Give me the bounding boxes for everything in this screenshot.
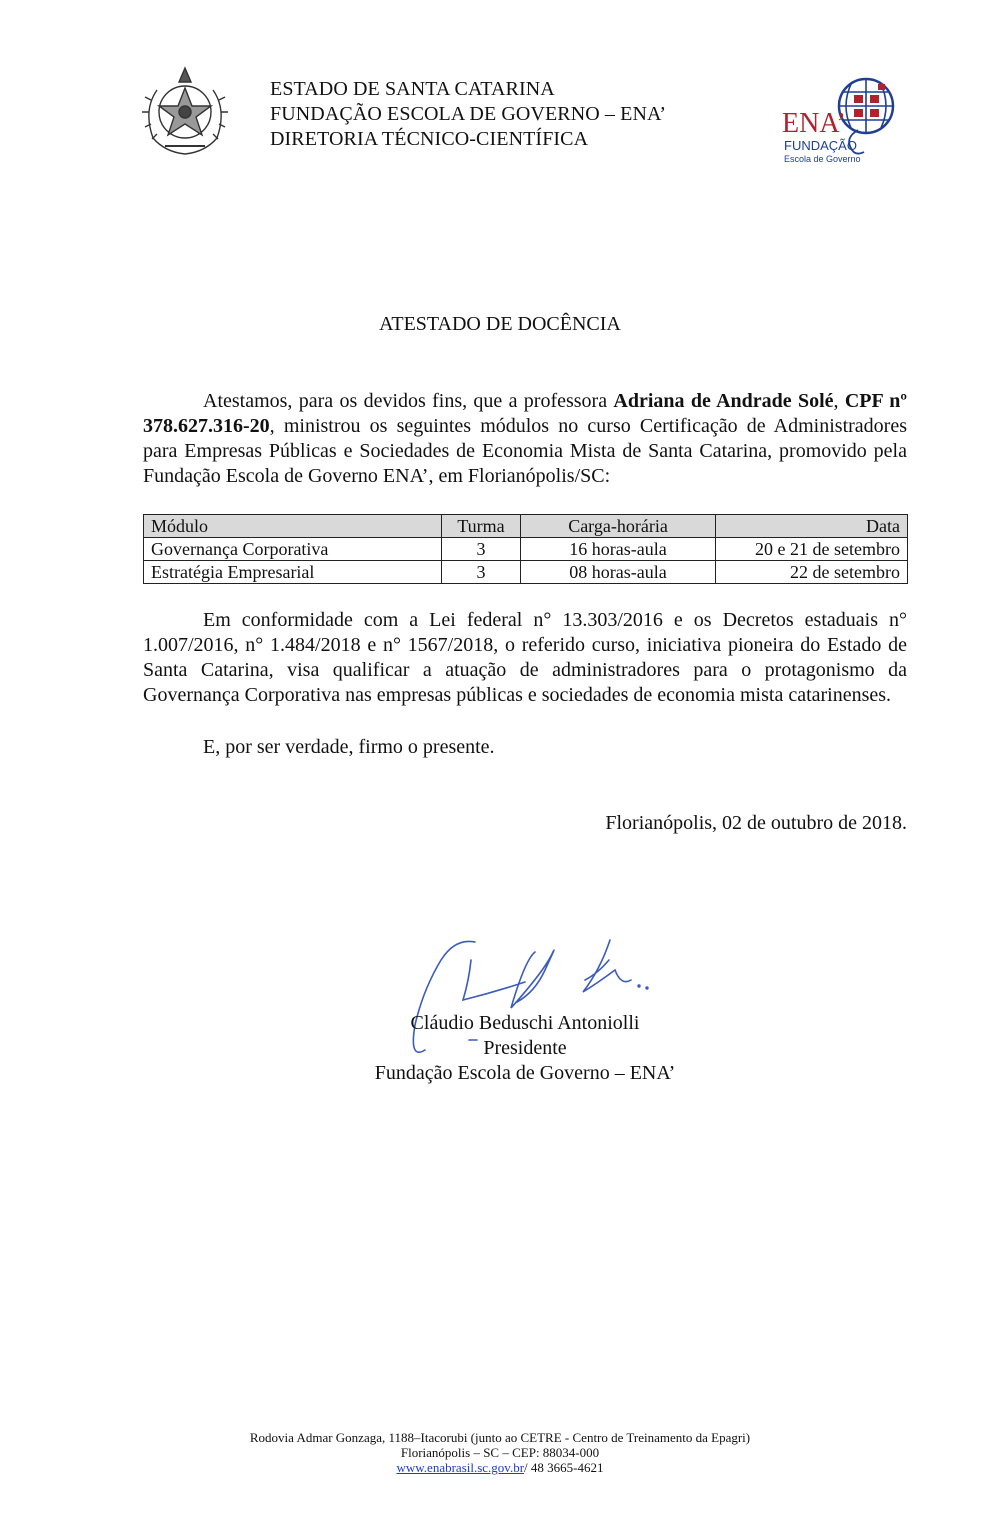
signatory-role: Presidente xyxy=(483,1037,567,1059)
logo-fundacao-text: FUNDAÇÃO xyxy=(784,138,857,153)
cell-turma: 3 xyxy=(442,538,521,561)
cell-data: 22 de setembro xyxy=(716,561,908,584)
footer-phone: / 48 3665-4621 xyxy=(524,1460,604,1475)
state-coat-of-arms-icon xyxy=(135,60,235,160)
header-line-state: ESTADO DE SANTA CATARINA xyxy=(270,78,555,100)
header-turma: Turma xyxy=(442,515,521,538)
header-line-foundation: FUNDAÇÃO ESCOLA DE GOVERNO – ENA’ xyxy=(270,103,667,125)
logo-ena-text: ENA’ xyxy=(782,108,846,139)
table-row xyxy=(144,561,908,584)
signatory-name: Cláudio Beduschi Antoniolli xyxy=(410,1012,640,1034)
paragraph1-comma: , xyxy=(833,390,845,412)
footer-street: Rodovia Admar Gonzaga, 1188–Itacorubi (junto ao CETRE - Centro de Treinamento da Epagri) xyxy=(249,1430,751,1445)
signatory-block xyxy=(300,1011,750,1086)
table-header-row xyxy=(144,515,908,538)
header-institution xyxy=(270,77,666,152)
footer-city: Florianópolis – SC – CEP: 88034-000 xyxy=(400,1445,600,1460)
professor-cpf: CPF nº 378.627.316-20 xyxy=(143,390,908,437)
logo-escola-text: Escola de Governo xyxy=(784,154,861,164)
footer-website-link[interactable]: www.enabrasil.sc.gov.br xyxy=(396,1460,525,1475)
cell-carga: 16 horas-aula xyxy=(521,538,716,561)
cell-turma: 3 xyxy=(442,561,521,584)
legal-basis-paragraph: Em conformidade com a Lei federal n° 13.303/2016 e os Decretos estaduais n° 1.007/2016, n° 1.484/2018 e n° 1567/2018, o referido curso, iniciativa pioneira do Estado de Santa Catarina, visa qualificar a atuação de administradores para o protagonismo da Governança Corporativa nas empresas públicas e sociedades de economia mista catarinenses. xyxy=(143,609,907,706)
cell-modulo: Estratégia Empresarial xyxy=(144,561,442,584)
cell-data: 20 e 21 de setembro xyxy=(716,538,908,561)
place-and-date: Florianópolis, 02 de outubro de 2018. xyxy=(605,812,907,834)
table-row xyxy=(144,538,908,561)
cell-carga: 08 horas-aula xyxy=(521,561,716,584)
header-line-directorate: DIRETORIA TÉCNICO-CIENTÍFICA xyxy=(270,128,589,150)
closing-paragraph: E, por ser verdade, firmo o presente. xyxy=(203,736,495,758)
footer-address xyxy=(0,1430,1000,1475)
paragraph1-intro: Atestamos, para os devidos fins, que a professora xyxy=(203,390,614,412)
signatory-organization: Fundação Escola de Governo – ENA’ xyxy=(374,1062,676,1084)
modules-table xyxy=(143,514,908,584)
attestation-paragraph xyxy=(143,389,907,489)
footer-contact xyxy=(0,1460,1000,1475)
paragraph1-rest: , ministrou os seguintes módulos no curso Certificação de Administradores para Empresas Públicas e Sociedades de Economia Mista de Santa Catarina, promovido pela Fundação Escola de Governo ENA’, em Florianópolis/SC: xyxy=(143,415,907,487)
header-modulo: Módulo xyxy=(144,515,442,538)
professor-name: Adriana de Andrade Solé xyxy=(613,390,834,412)
header-carga-horaria: Carga-horária xyxy=(521,515,716,538)
document-title: ATESTADO DE DOCÊNCIA xyxy=(379,313,621,335)
header-data: Data xyxy=(716,515,908,538)
ena-foundation-logo xyxy=(780,68,910,168)
cell-modulo: Governança Corporativa xyxy=(144,538,442,561)
